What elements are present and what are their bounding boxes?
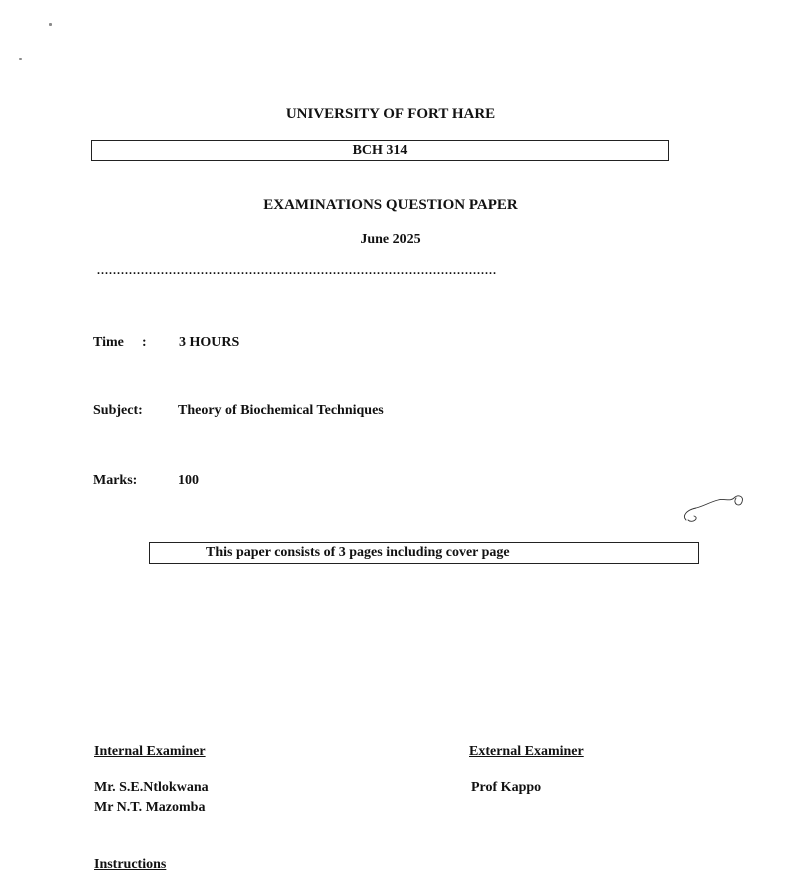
- external-examiner-name: Prof Kappo: [471, 780, 542, 795]
- external-examiner-heading: External Examiner: [469, 744, 584, 759]
- time-label: Time: [93, 335, 124, 350]
- course-code-box: [91, 140, 669, 161]
- paper-title: EXAMINATIONS QUESTION PAPER: [263, 197, 518, 213]
- handwritten-initials-icon: [680, 490, 750, 526]
- page-count-notice: This paper consists of 3 pages including cover page: [206, 545, 510, 560]
- course-code: BCH 314: [352, 143, 408, 158]
- scan-speck: [19, 58, 22, 60]
- subject-label: Subject:: [93, 403, 143, 418]
- instructions-heading: Instructions: [94, 857, 167, 872]
- exam-date: June 2025: [360, 232, 421, 247]
- university-name: UNIVERSITY OF FORT HARE: [285, 106, 496, 122]
- time-value: 3 HOURS: [179, 335, 240, 350]
- internal-examiner-heading: Internal Examiner: [94, 744, 206, 759]
- internal-examiner-name: Mr N.T. Mazomba: [94, 800, 206, 815]
- subject-value: Theory of Biochemical Techniques: [178, 403, 384, 418]
- scan-speck: [49, 23, 52, 26]
- time-colon: :: [142, 335, 147, 350]
- dotted-separator: ....................................................................................................: [97, 266, 497, 274]
- marks-label: Marks:: [93, 473, 138, 488]
- page-count-notice-box: [149, 542, 699, 564]
- marks-value: 100: [178, 473, 199, 488]
- internal-examiner-name: Mr. S.E.Ntlokwana: [94, 780, 209, 795]
